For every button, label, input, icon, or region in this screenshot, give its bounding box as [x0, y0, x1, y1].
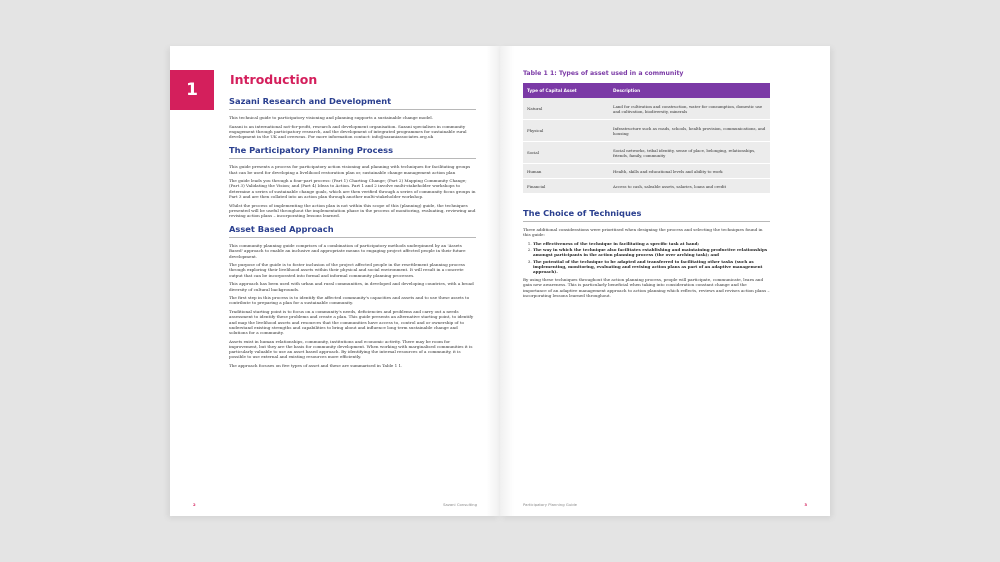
left-page — [170, 46, 500, 516]
section-heading: The Choice of Techniques — [523, 208, 770, 222]
table-row — [523, 164, 770, 179]
right-page-content — [523, 70, 770, 304]
column-header: Type of Capital Asset — [523, 83, 609, 98]
asset-types-table — [523, 83, 770, 194]
table-cell: Social networks, tribal identity, sense of place, belonging, relationships, friends, family, community — [609, 142, 770, 164]
paragraph: This technical guide to participatory visioning and planning supports a sustainable change model. — [229, 115, 434, 120]
techniques-list — [523, 241, 770, 274]
table-cell: Infrastructure such as roads, schools, health provision, communications, and housing — [609, 120, 770, 142]
paragraph: Traditional starting point is to focus on a community's needs, deficiencies and problems and carry out a needs assessment to identify these problems and create a plan. This guide presents an alternative starting point, to identify and map the livelihood assets and resources that the communities have access to, control and or ownership of to understand existing strengths and capabilities to bring about and influence long term sustainable change and solutions for a community. — [229, 309, 474, 335]
table-row — [523, 179, 770, 194]
paragraph: The approach focuses on five types of asset and these are summarised in Table 1 1. — [229, 363, 403, 368]
right-page — [500, 46, 830, 516]
right-page-footer — [523, 502, 807, 507]
table-cell: Access to cash, saleable assets, salaries, loans and credit — [609, 179, 770, 194]
list-item — [533, 259, 770, 275]
section-sazani — [229, 96, 476, 139]
chapter-number-badge: 1 — [170, 70, 214, 110]
table-row — [523, 142, 770, 164]
paragraph: This approach has been used with urban and rural communities, in developed and developing countries, with a broad diversity of cultural backgrounds. — [229, 281, 474, 292]
list-item — [533, 241, 770, 246]
left-page-content — [229, 96, 476, 374]
paragraph: This community planning guide comprises of a combination of participatory methods underpinned by an 'Assets Based' approach to enable an inclusive and appropriate means to engaging project affected people in their future development. — [229, 243, 466, 259]
paragraph: This guide presents a process for participatory action visioning and planning with techniques for facilitating groups that can be used for developing a livelihood restoration plan or, sustainable change management action plan — [229, 164, 471, 175]
table-cell: Financial — [523, 179, 609, 194]
paragraph: The guide leads you through a four-part process: (Part 1) Charting Change; (Part 2) Mapping Community Change; (Part 3) Validating the Vision; and (Part 4) Ideas to Action. Part 1 and 2 involve multi-stakeholder workshops to determine a series of sustainable change goals, which are then verified through a series of community focus groups in Part 3 and are then collated into an action plan through another multi-stakeholder workshop. — [229, 178, 476, 199]
table-row — [523, 98, 770, 120]
paragraph: By using these techniques throughout the action planning process, people will participate, communicate, learn and gain new awareness. This is particularly beneficial when taking into consideration constant change and the importance of an adaptive management approach to action planning which reflects, reviews and revises action plans – incorporating lessons learned throughout. — [523, 277, 770, 298]
section-heading: Sazani Research and Development — [229, 96, 476, 110]
table-cell: Social — [523, 142, 609, 164]
table-cell: Human — [523, 164, 609, 179]
section-asset-based — [229, 224, 476, 368]
paragraph: The purpose of the guide is to foster inclusion of the project affected people in the resettlement planning process through exploring their livelihood assets within their physical and social environment. It will result in a concrete output that can be incorporated into formal and informal community planning processes. — [229, 262, 465, 278]
list-item-text: The way in which the technique also facilitates establishing and maintaining productive relationships amongst participants in the action planning process (the over arching task); and — [533, 247, 768, 258]
section-heading: Asset Based Approach — [229, 224, 476, 238]
list-item-text: The effectiveness of the technique in facilitating a specific task at hand; — [533, 240, 699, 246]
table-cell: Physical — [523, 120, 609, 142]
chapter-title: Introduction — [230, 72, 318, 87]
section-choice-of-techniques — [523, 208, 770, 298]
footer-publisher: Sazani Consulting — [443, 502, 477, 507]
column-header: Description — [609, 83, 770, 98]
section-heading: The Participatory Planning Process — [229, 145, 476, 159]
table-header-row — [523, 83, 770, 98]
table-title: Table 1 1: Types of asset used in a community — [523, 70, 684, 77]
left-page-footer — [193, 502, 477, 507]
table-cell: Natural — [523, 98, 609, 120]
paragraph: Assets exist in human relationships, community, institutions and economic activity. There may be room for improvement, but they are the basis for community development. When working with marginalised communities it is particularly valuable to use an asset based approach. By identifying the internal resources of a community, it is possible to use external and existing resources more efficiently. — [229, 338, 473, 360]
footer-guide-title: Participatory Planning Guide — [523, 502, 577, 507]
paragraph: Sazani is an international not-for-profit, research and development organisation. Sazani specialises in community engagement through participatory research, and the development of integrated programmes for sustainable rural development in the UK and overseas. For more information contact: info@sazaniassociates.org.uk — [229, 123, 467, 140]
paragraph: Three additional considerations were prioritised when designing the process and selecting the techniques found in this guide: — [523, 227, 763, 238]
table-cell: Health, skills and educational levels and ability to work — [609, 164, 770, 179]
page-number: 2 — [193, 502, 196, 507]
section-participatory-planning — [229, 145, 476, 218]
page-number: 3 — [804, 502, 807, 507]
paragraph: The first step in this process is to identify the affected community's capacities and assets and to use these assets to contribute to preparing a plan for a sustainable community. — [229, 295, 470, 306]
paragraph: Whilst the process of implementing the action plan is not within this scope of this (planning) guide, the techniques presented will be useful throughout the implementation phase in the process of monitoring, evaluating, reviewing and revising action plans – incorporating lessons learned. — [229, 202, 476, 218]
table-row — [523, 120, 770, 142]
table-cell: Land for cultivation and construction, water for consumption, domestic use and cultivation, biodiversity, minerals — [609, 98, 770, 120]
list-item-text: The potential of the technique to be adapted and transferred to facilitating other tasks (such as implementing, monitoring, evaluating and revising action plans as part of an adaptive management approach). — [533, 258, 763, 274]
list-item — [533, 247, 770, 257]
